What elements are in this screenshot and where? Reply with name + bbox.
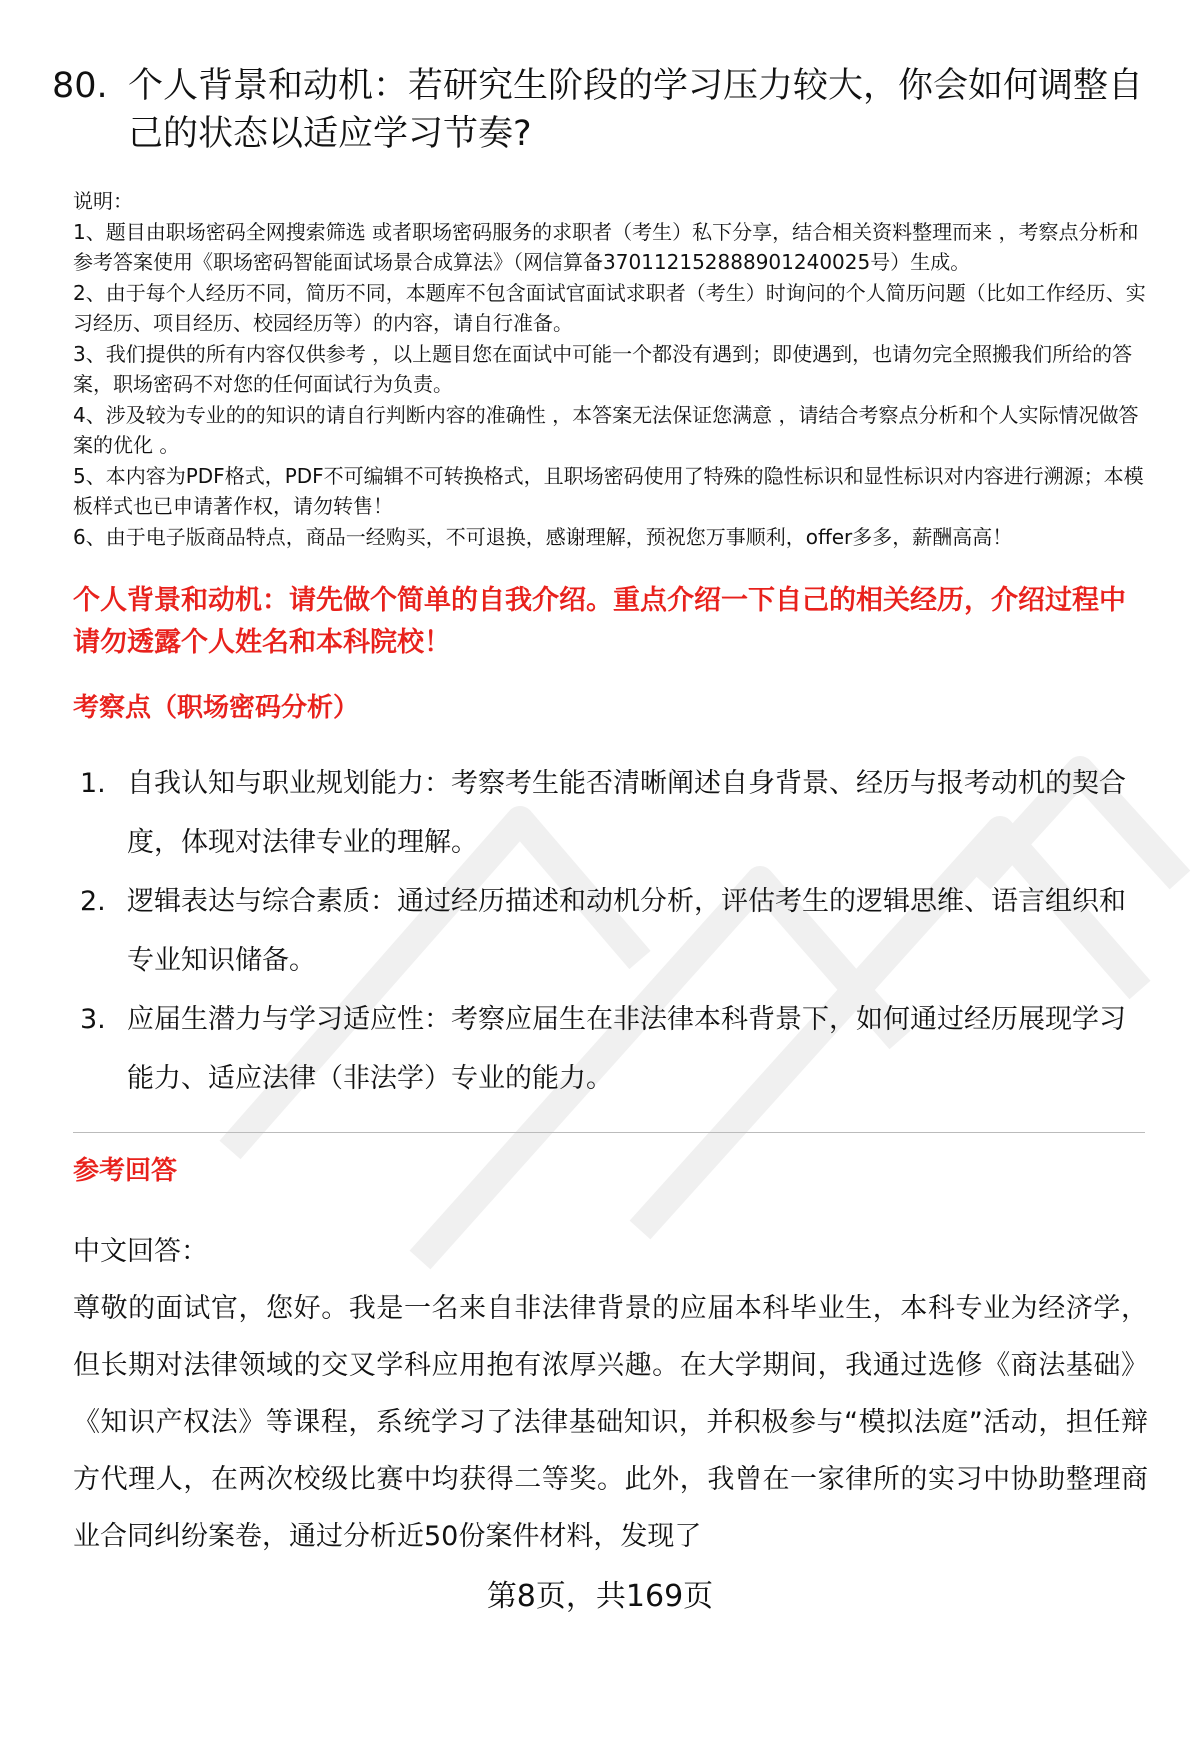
note-item: 3、我们提供的所有内容仅供参考 ，以上题目您在面试中可能一个都没有遇到；即使遇到，也请勿完全照搬我们所给的答案，职场密码不对您的任何面试行为负责。: [73, 341, 1133, 396]
item-text: 应届生潜力与学习适应性：考察应届生在非法律本科背景下，如何通过经历展现学习能力、适应法律（非法学）专业的能力。: [127, 1004, 1126, 1094]
list-item: [80, 990, 1145, 1108]
answer: [73, 1223, 1148, 1565]
answer-label: 中文回答：: [73, 1236, 208, 1267]
page-footer: 第8页，共169页: [486, 1579, 714, 1614]
interview-question: 个人背景和动机：请先做个简单的自我介绍。重点介绍一下自己的相关经历，介绍过程中请勿透露个人姓名和本科院校！: [73, 585, 1126, 658]
note-item: 5、本内容为PDF格式，PDF不可编辑不可转换格式，且职场密码使用了特殊的隐性标识和显性标识对内容进行溯源；本模板样式也已申请著作权，请勿转售！: [73, 463, 1144, 518]
list-item: [80, 754, 1145, 872]
question-title-text: 个人背景和动机：若研究生阶段的学习压力较大，你会如何调整自己的状态以适应学习节奏?: [128, 66, 1144, 154]
question-title: [52, 62, 1152, 158]
note-item: 1、题目由职场密码全网搜索筛选 或者职场密码服务的求职者（考生）私下分享，结合相关资料整理而来 ，考察点分析和参考答案使用《职场密码智能面试场景合成算法》（网信算备370112152888901240025号）生成。: [73, 219, 1139, 274]
item-number: 3.: [80, 1004, 106, 1035]
divider: [73, 1132, 1145, 1133]
note-item: 4、涉及较为专业的的知识的请自行判断内容的准确性 ，本答案无法保证您满意 ，请结合考察点分析和个人实际情况做答案的优化 。: [73, 402, 1139, 457]
answer-heading: 参考回答: [73, 1156, 178, 1186]
item-number: 2.: [80, 886, 106, 917]
note-item: 2、由于每个人经历不同，简历不同，本题库不包含面试官面试求职者（考生）时询问的个人简历问题（比如工作经历、实习经历、项目经历、校园经历等）的内容，请自行准备。: [73, 280, 1146, 335]
note-item: 6、由于电子版商品特点，商品一经购买，不可退换，感谢理解，预祝您万事顺利，offer多多，薪酬高高！: [73, 524, 1013, 549]
item-number: 1.: [80, 768, 106, 799]
analysis-heading: 考察点（职场密码分析）: [73, 693, 360, 723]
notes-heading: 说明：: [73, 189, 133, 213]
list-item: [80, 872, 1145, 990]
notes: [73, 186, 1148, 552]
answer-text: 尊敬的面试官，您好。我是一名来自非法律背景的应届本科毕业生，本科专业为经济学，但长期对法律领域的交叉学科应用抱有浓厚兴趣。在大学期间，我通过选修《商法基础》《知识产权法》等课程，系统学习了法律基础知识，并积极参与“模拟法庭”活动，担任辩方代理人，在两次校级比赛中均获得二等奖。此外，我曾在一家律所的实习中协助整理商业合同纠纷案卷，通过分析近50份案件材料，发现了: [73, 1293, 1148, 1552]
analysis-list: [80, 754, 1145, 1108]
item-text: 逻辑表达与综合素质：通过经历描述和动机分析，评估考生的逻辑思维、语言组织和专业知识储备。: [127, 886, 1126, 976]
item-text: 自我认知与职业规划能力：考察考生能否清晰阐述自身背景、经历与报考动机的契合度，体现对法律专业的理解。: [127, 768, 1126, 858]
question-number: 80.: [52, 66, 108, 106]
